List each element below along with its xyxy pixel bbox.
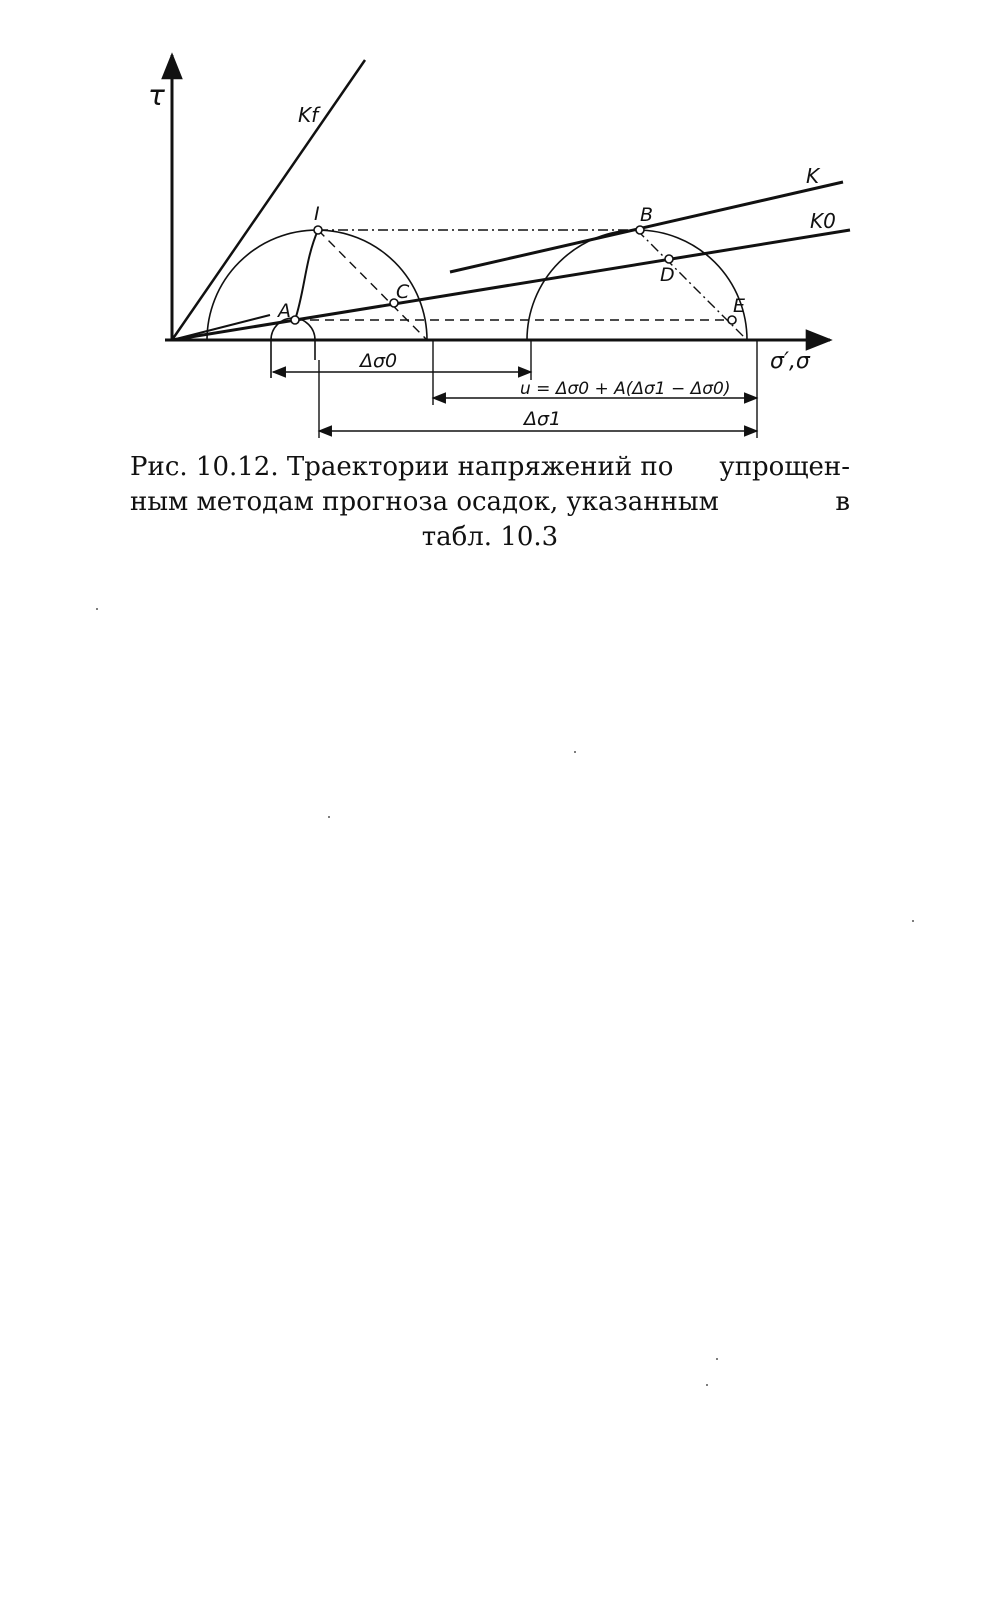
line-i-c (318, 230, 427, 340)
point-e-label: E (733, 295, 746, 317)
kf-line (172, 60, 365, 340)
point-d (665, 255, 673, 263)
caption-line-1-end: упрощен- (719, 452, 850, 482)
scan-speck (574, 751, 576, 753)
k-label: K (806, 164, 820, 188)
diagram-canvas (0, 0, 993, 450)
scan-speck (706, 1384, 708, 1386)
stress-path-a-i (295, 230, 318, 320)
point-d-label: D (660, 264, 675, 286)
point-a-label: A (278, 300, 291, 322)
u-formula-label: u = Δσ0 + A(Δσ1 − Δσ0) (520, 379, 731, 399)
caption-line-1-text: Рис. 10.12. Траектории напряжений по (130, 452, 674, 482)
caption-line-2 (130, 485, 850, 520)
point-i-label: I (314, 203, 320, 225)
stress-path-diagram (0, 0, 993, 450)
caption-line-1 (130, 450, 850, 485)
point-i (314, 226, 322, 234)
point-e (728, 316, 736, 324)
point-a (291, 316, 299, 324)
tau-axis-label: τ (148, 79, 165, 112)
scan-speck (328, 816, 330, 818)
caption-line-3 (130, 520, 850, 555)
caption-line-2-end: в (835, 487, 850, 517)
d-sigma1-label: Δσ1 (524, 408, 562, 430)
point-c-label: C (396, 281, 410, 303)
point-b (636, 226, 644, 234)
scan-speck (716, 1358, 718, 1360)
k-line (450, 182, 843, 272)
d-sigma0-label: Δσ0 (360, 350, 398, 372)
point-b-label: B (640, 204, 654, 226)
k0-line (172, 230, 850, 340)
caption-line-3-text: табл. 10.3 (421, 522, 559, 552)
figure-caption (130, 450, 850, 555)
mohr-circle-small (271, 318, 315, 378)
scan-speck (96, 608, 98, 610)
k0-label: K0 (810, 209, 836, 233)
caption-line-2-text: ным методам прогноза осадок, указанным (130, 487, 719, 517)
scan-speck (912, 920, 914, 922)
kf-label: Kf (298, 103, 319, 127)
sigma-axis-label: σ′,σ (770, 349, 810, 374)
